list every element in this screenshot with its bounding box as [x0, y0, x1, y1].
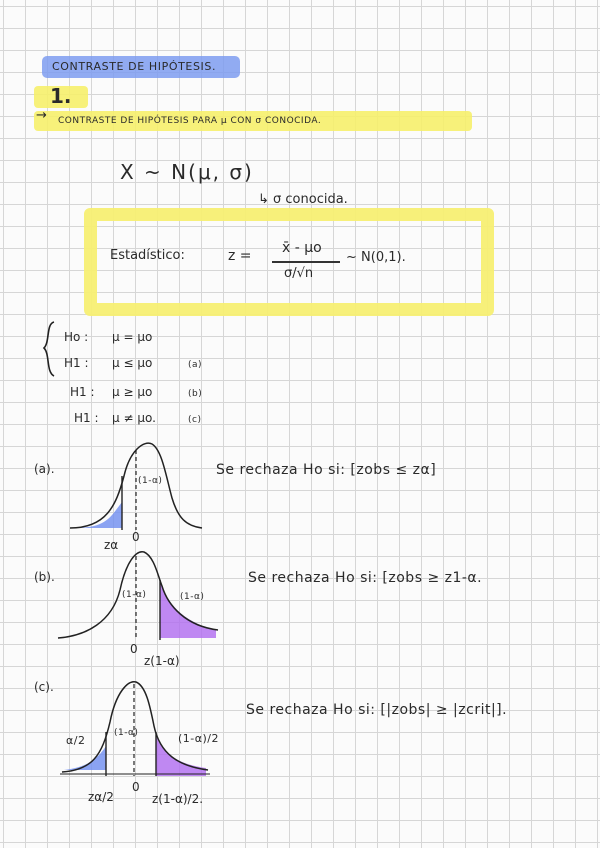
case-a-rule: Se rechaza Ho si: [zobs ≤ zα]: [216, 462, 437, 478]
case-a-label: (a).: [34, 462, 55, 476]
hypothesis-h0-left: Ho :: [64, 330, 89, 344]
case-c-critical-left: zα/2: [88, 790, 114, 804]
section-number: 1.: [50, 84, 72, 108]
case-c-region: (1-α): [114, 728, 139, 738]
hypothesis-a-right: μ ≤ μo: [112, 356, 153, 370]
case-a-region: (1-α): [138, 476, 163, 486]
subtitle-arrow: →: [36, 108, 47, 123]
case-b-rule: Se rechaza Ho si: [zobs ≥ z1-α.: [248, 570, 483, 586]
case-c-curve: [58, 676, 218, 776]
hypothesis-c-tag: (c): [188, 415, 202, 425]
case-c-left-tail: α/2: [66, 734, 86, 747]
hypothesis-b-left: H1 :: [70, 385, 95, 399]
case-c-rule: Se rechaza Ho si: [|zobs| ≥ |zcrit|].: [246, 702, 508, 718]
case-b-tail: (1-α): [180, 592, 205, 602]
case-c-label: (c).: [34, 680, 54, 694]
hypothesis-h0-right: μ = μo: [112, 330, 153, 344]
statistic-label: Estadístico:: [110, 248, 185, 263]
hypothesis-a-left: H1 :: [64, 356, 89, 370]
model-distribution: X ~ N(μ, σ): [120, 160, 254, 184]
case-b-label: (b).: [34, 570, 55, 584]
case-b-region: (1-α): [122, 590, 147, 600]
hypothesis-a-tag: (a): [188, 360, 203, 370]
hypothesis-c-left: H1 :: [74, 411, 99, 425]
sigma-note: ↳ σ conocida.: [258, 192, 348, 207]
fraction-bar: [272, 261, 340, 263]
case-b-critical: z(1-α): [144, 654, 180, 668]
hypothesis-b-tag: (b): [188, 389, 203, 399]
case-a-curve: [66, 436, 206, 536]
case-c-right-tail: (1-α)/2: [178, 732, 220, 745]
case-b-zero: 0: [130, 642, 138, 656]
hypothesis-b-right: μ ≥ μo: [112, 385, 153, 399]
statistic-denominator: σ/√n: [284, 266, 314, 281]
statistic-numerator: x̄ - μo: [282, 240, 322, 256]
case-c-zero: 0: [132, 780, 140, 794]
hypotheses-brace: [40, 320, 60, 380]
subtitle: CONTRASTE DE HIPÓTESIS PARA μ CON σ CONOCIDA.: [58, 116, 322, 126]
hypothesis-c-right: μ ≠ μo.: [112, 411, 156, 425]
case-a-critical: zα: [104, 538, 119, 552]
case-a-zero: 0: [132, 530, 140, 544]
page-title: CONTRASTE DE HIPÓTESIS.: [52, 60, 217, 73]
statistic-z: z =: [228, 248, 252, 264]
case-c-critical-right: z(1-α)/2.: [152, 792, 204, 806]
statistic-distribution: ~ N(0,1).: [346, 250, 406, 265]
